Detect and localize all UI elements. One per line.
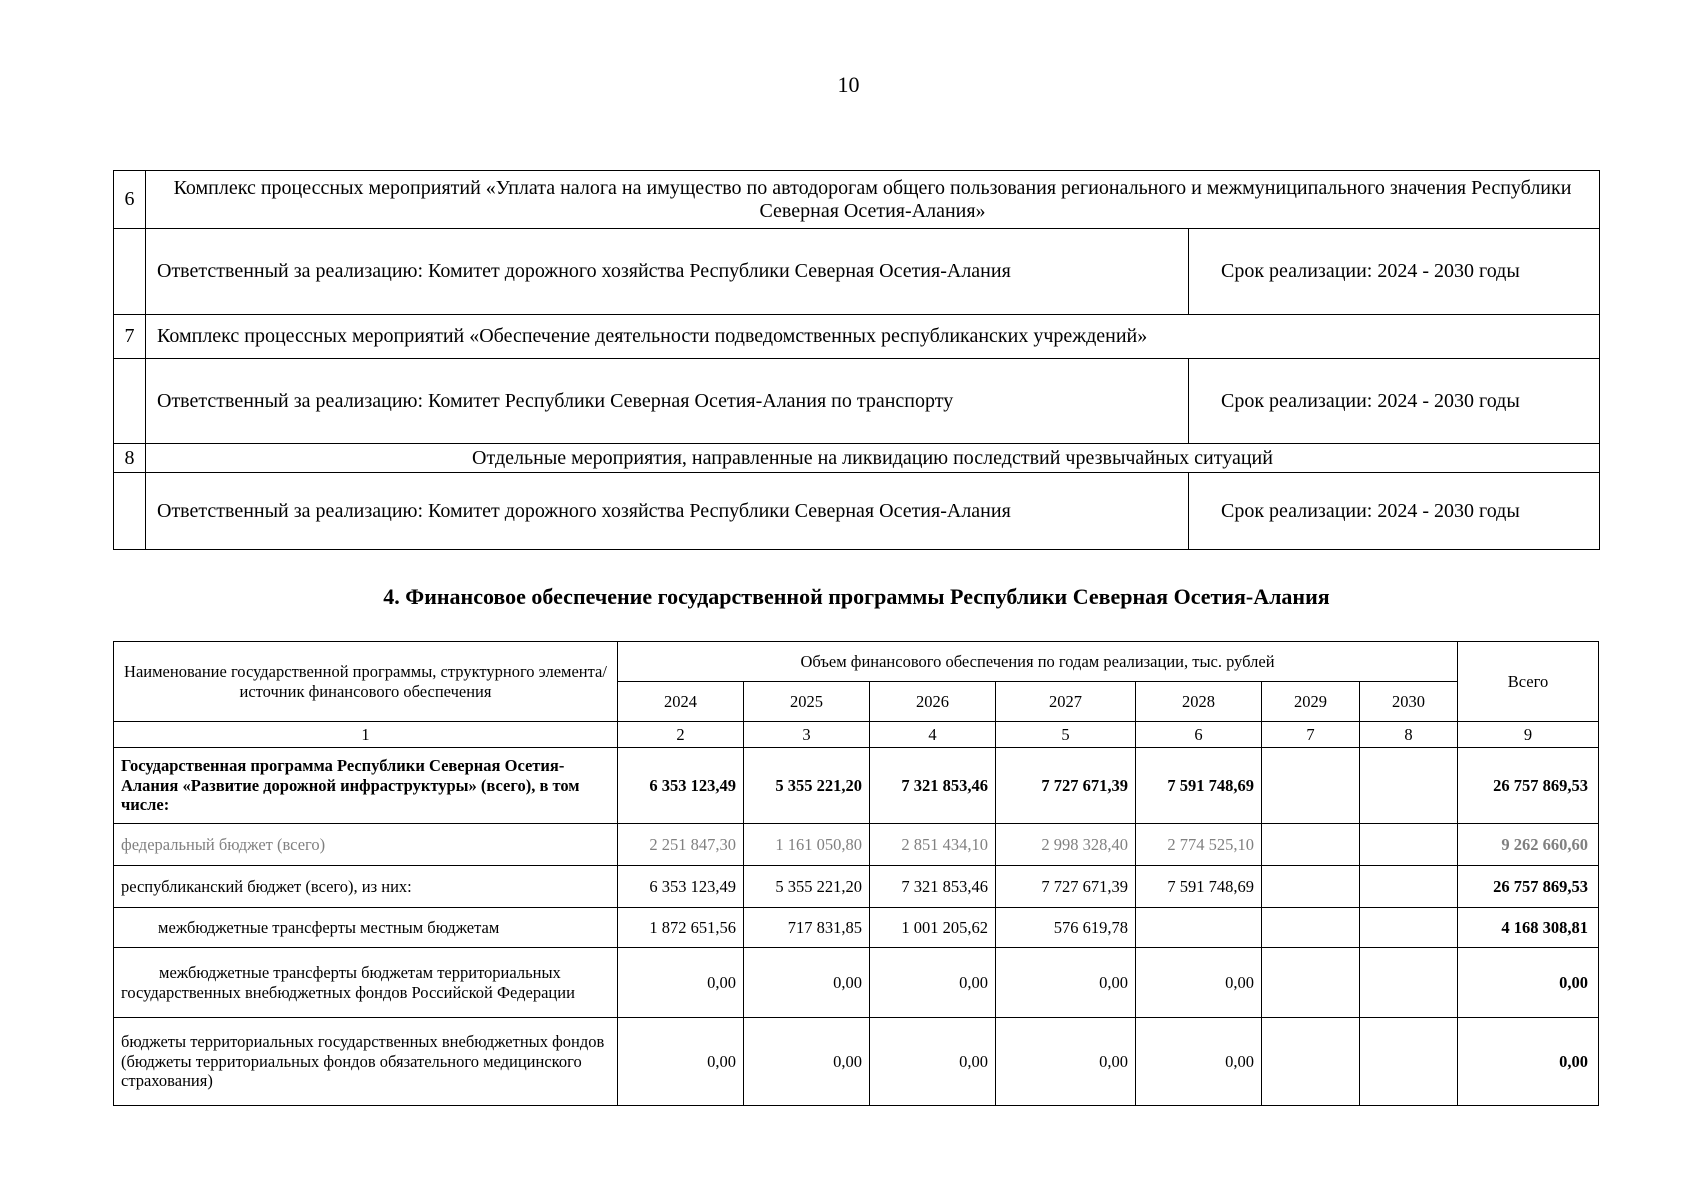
header-volume: Объем финансового обеспечения по годам реализации, тыс. рублей	[618, 642, 1458, 682]
empty-cell	[114, 359, 146, 444]
value-cell	[1360, 824, 1458, 866]
value-cell: 0,00	[996, 1018, 1136, 1106]
row-label: Государственная программа Республики Северная Осетия-Алания «Развитие дорожной инфраструктуры» (всего), в том числе:	[114, 748, 618, 824]
total-cell: 4 168 308,81	[1458, 908, 1599, 948]
year-header: 2028	[1136, 682, 1262, 722]
table-row	[114, 1018, 1599, 1106]
section-title: 4. Финансовое обеспечение государственной программы Республики Северная Осетия-Алания	[383, 584, 1330, 609]
column-number: 4	[870, 722, 996, 748]
value-cell: 5 355 221,20	[744, 748, 870, 824]
value-cell	[1262, 948, 1360, 1018]
measures-table	[113, 170, 1600, 550]
table-row	[114, 229, 1600, 315]
value-cell	[1136, 908, 1262, 948]
column-number: 9	[1458, 722, 1599, 748]
value-cell: 0,00	[618, 948, 744, 1018]
total-cell: 9 262 660,60	[1458, 824, 1599, 866]
value-cell	[1262, 824, 1360, 866]
row-label: бюджеты территориальных государственных внебюджетных фондов (бюджеты территориальных фондов обязательного медицинского страхования)	[114, 1018, 618, 1106]
measure-title: Комплекс процессных мероприятий «Уплата налога на имущество по автодорогам общего пользования регионального и межмуниципального значения Республики Северная Осетия-Алания»	[146, 171, 1600, 229]
table-row	[114, 948, 1599, 1018]
deadline-text: Срок реализации: 2024 - 2030 годы	[1189, 359, 1600, 444]
value-cell: 5 355 221,20	[744, 866, 870, 908]
page-number: 10	[837, 72, 860, 97]
table-row	[114, 359, 1600, 444]
row-label: межбюджетные трансферты бюджетам территориальных государственных внебюджетных фондов Российской Федерации	[114, 948, 618, 1018]
column-number: 8	[1360, 722, 1458, 748]
column-number: 6	[1136, 722, 1262, 748]
value-cell: 7 591 748,69	[1136, 866, 1262, 908]
row-number: 7	[114, 315, 146, 359]
table-row	[114, 444, 1600, 473]
row-number: 8	[114, 444, 146, 473]
value-cell	[1262, 748, 1360, 824]
value-cell	[1360, 948, 1458, 1018]
table-row	[114, 908, 1599, 948]
column-number: 7	[1262, 722, 1360, 748]
value-cell: 6 353 123,49	[618, 748, 744, 824]
value-cell	[1360, 748, 1458, 824]
year-header: 2025	[744, 682, 870, 722]
value-cell: 717 831,85	[744, 908, 870, 948]
header-row	[114, 642, 1599, 682]
year-header: 2029	[1262, 682, 1360, 722]
year-header: 2030	[1360, 682, 1458, 722]
total-cell: 0,00	[1458, 948, 1599, 1018]
row-number: 6	[114, 171, 146, 229]
empty-cell	[114, 229, 146, 315]
value-cell: 1 872 651,56	[618, 908, 744, 948]
value-cell: 2 851 434,10	[870, 824, 996, 866]
value-cell: 0,00	[870, 1018, 996, 1106]
total-cell: 26 757 869,53	[1458, 748, 1599, 824]
value-cell: 1 161 050,80	[744, 824, 870, 866]
responsible-text: Ответственный за реализацию: Комитет дорожного хозяйства Республики Северная Осетия-Алания	[146, 229, 1189, 315]
value-cell: 0,00	[744, 1018, 870, 1106]
value-cell: 7 727 671,39	[996, 866, 1136, 908]
responsible-text: Ответственный за реализацию: Комитет дорожного хозяйства Республики Северная Осетия-Алания	[146, 473, 1189, 550]
value-cell: 576 619,78	[996, 908, 1136, 948]
year-header: 2026	[870, 682, 996, 722]
value-cell: 1 001 205,62	[870, 908, 996, 948]
table-row	[114, 473, 1600, 550]
header-total: Всего	[1458, 642, 1599, 722]
table-row	[114, 171, 1600, 229]
measure-title: Отдельные мероприятия, направленные на ликвидацию последствий чрезвычайных ситуаций	[146, 444, 1600, 473]
value-cell: 7 321 853,46	[870, 866, 996, 908]
value-cell: 6 353 123,49	[618, 866, 744, 908]
table-row	[114, 748, 1599, 824]
row-label: республиканский бюджет (всего), из них:	[114, 866, 618, 908]
value-cell	[1360, 866, 1458, 908]
table-row	[114, 866, 1599, 908]
column-numbers-row	[114, 722, 1599, 748]
value-cell: 2 251 847,30	[618, 824, 744, 866]
value-cell	[1262, 1018, 1360, 1106]
row-label: межбюджетные трансферты местным бюджетам	[114, 908, 618, 948]
column-number: 5	[996, 722, 1136, 748]
total-cell: 26 757 869,53	[1458, 866, 1599, 908]
table-row	[114, 315, 1600, 359]
finance-table	[113, 641, 1599, 1106]
value-cell: 0,00	[870, 948, 996, 1018]
value-cell: 7 727 671,39	[996, 748, 1136, 824]
value-cell: 0,00	[1136, 948, 1262, 1018]
value-cell: 0,00	[1136, 1018, 1262, 1106]
table-row	[114, 824, 1599, 866]
value-cell: 2 998 328,40	[996, 824, 1136, 866]
responsible-text: Ответственный за реализацию: Комитет Республики Северная Осетия-Алания по транспорту	[146, 359, 1189, 444]
value-cell	[1262, 866, 1360, 908]
value-cell	[1360, 908, 1458, 948]
value-cell	[1360, 1018, 1458, 1106]
value-cell: 0,00	[996, 948, 1136, 1018]
value-cell: 7 591 748,69	[1136, 748, 1262, 824]
measure-title: Комплекс процессных мероприятий «Обеспечение деятельности подведомственных республиканских учреждений»	[146, 315, 1600, 359]
row-label: федеральный бюджет (всего)	[114, 824, 618, 866]
column-number: 2	[618, 722, 744, 748]
year-header: 2027	[996, 682, 1136, 722]
value-cell	[1262, 908, 1360, 948]
deadline-text: Срок реализации: 2024 - 2030 годы	[1189, 229, 1600, 315]
empty-cell	[114, 473, 146, 550]
total-cell: 0,00	[1458, 1018, 1599, 1106]
year-header: 2024	[618, 682, 744, 722]
value-cell: 0,00	[618, 1018, 744, 1106]
value-cell: 0,00	[744, 948, 870, 1018]
value-cell: 2 774 525,10	[1136, 824, 1262, 866]
value-cell: 7 321 853,46	[870, 748, 996, 824]
deadline-text: Срок реализации: 2024 - 2030 годы	[1189, 473, 1600, 550]
header-name: Наименование государственной программы, структурного элемента/источник финансового обеспечения	[114, 642, 618, 722]
column-number: 1	[114, 722, 618, 748]
column-number: 3	[744, 722, 870, 748]
